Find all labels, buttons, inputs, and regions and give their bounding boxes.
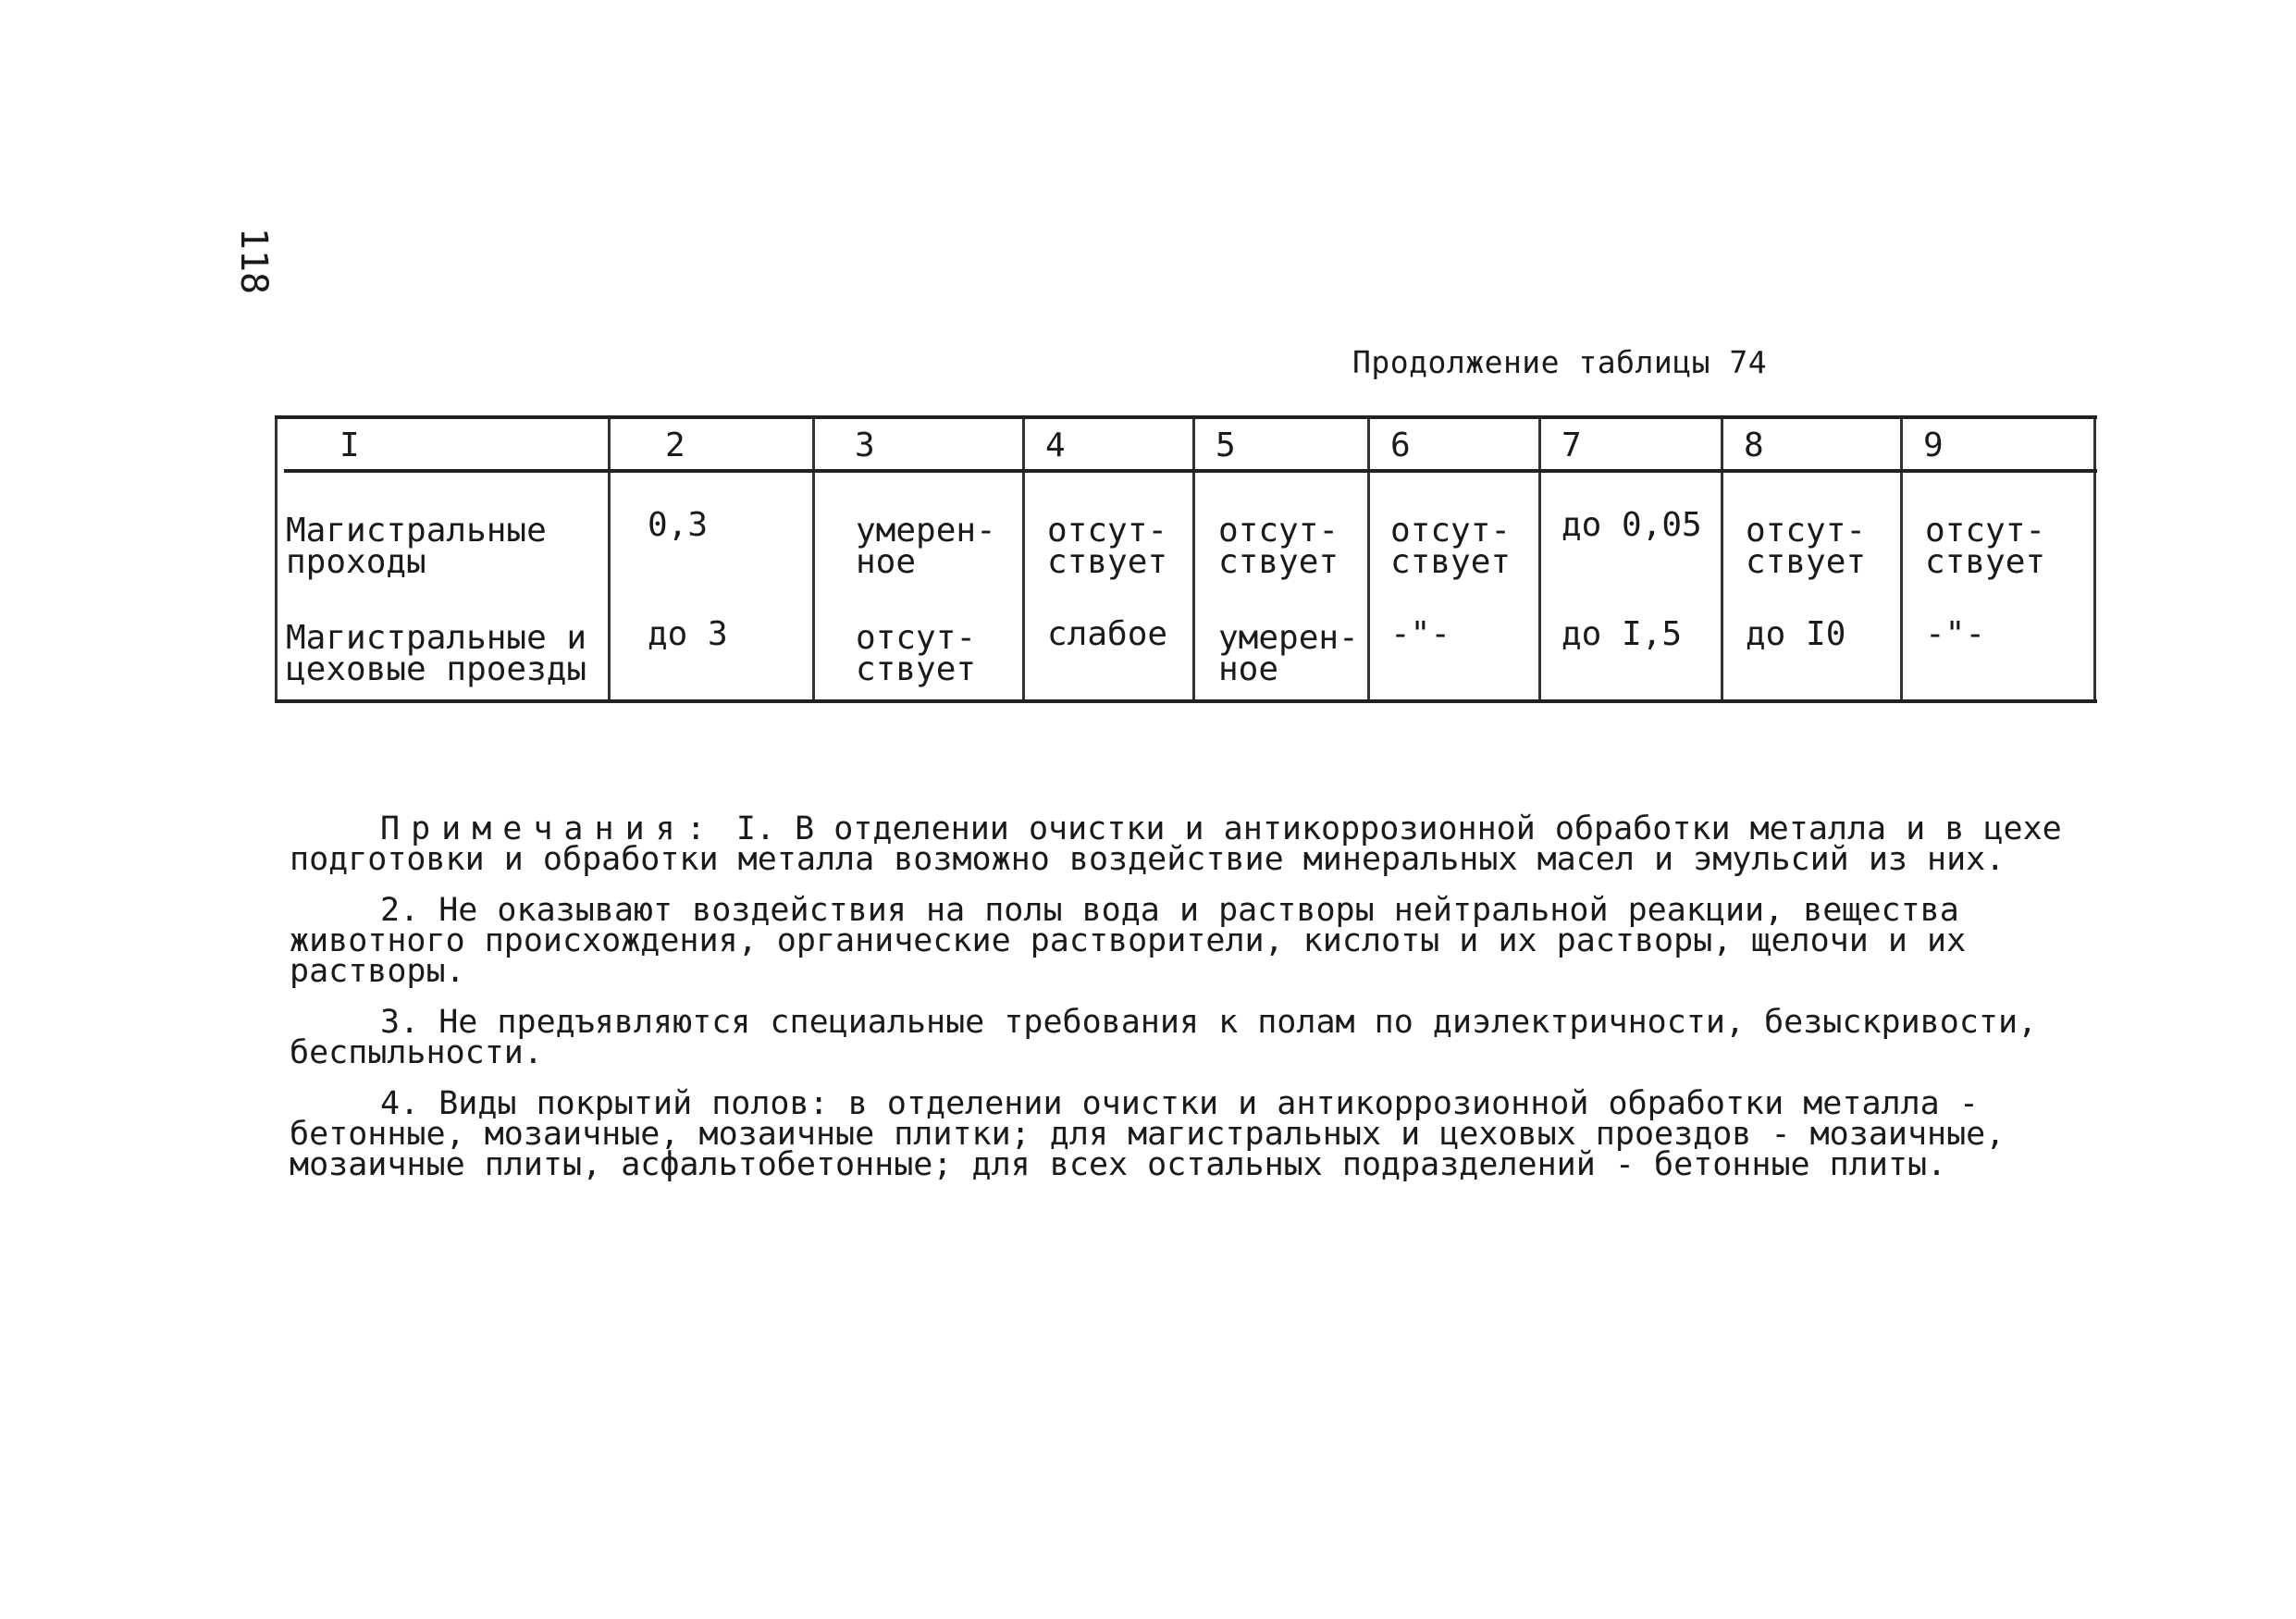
table-cell: до 0,05 [1562,506,1702,544]
table-cell: отсут- ствует [1047,512,1168,581]
header-cell: 9 [1923,426,1944,464]
note-item [290,810,2066,878]
header-cell: 4 [1045,426,1066,464]
table-cell: отсут- ствует [1925,512,2046,581]
table-cell: до I0 [1746,615,1846,653]
table-cell: 0,3 [648,506,709,544]
column-divider [1721,419,1723,699]
page-number: 118 [232,227,276,295]
table-cell: отсут- ствует [1746,512,1867,581]
header-cell: 8 [1744,426,1764,464]
note-text: I. В отделении очистки и антикоррозионной обработки металла и в цехе подготовки и обработки металла возможно воздействие минеральных масел и эмульсий из них. [290,810,2062,878]
header-separator [284,469,2097,473]
notes-section [290,810,2066,1201]
column-divider [1192,419,1195,699]
header-cell: 7 [1562,426,1582,464]
table-cell: -"- [1925,615,1986,653]
table-cell: до I,5 [1562,615,1683,653]
notes-heading: Примечания: [380,810,717,847]
note-item: 2. Не оказывают воздействия на полы вода и растворы нейтральной реакции, вещества животного происхождения, органические растворители, кислоты и их растворы, щелочи и их растворы. [290,892,1967,990]
table-cell: отсут- ствует [856,619,977,688]
column-divider [812,419,815,699]
column-divider [1900,419,1903,699]
column-divider [608,419,611,699]
column-divider [1022,419,1025,699]
table-cell: умерен- ное [856,512,996,581]
table-cell: слабое [1047,615,1168,653]
data-table [275,415,2097,703]
header-cell: 5 [1216,426,1236,464]
header-cell: 3 [855,426,875,464]
header-cell: 6 [1390,426,1411,464]
header-cell: I [339,426,360,464]
table-cell: Магистральные проходы [286,512,547,581]
header-cell: 2 [665,426,685,464]
note-item: 4. Виды покрытий полов: в отделении очистки и антикоррозионной обработки металла - бетонные, мозаичные, мозаичные плитки; для магистральных и цеховых проездов - мозаичные, мозаичные плиты, асфальтобетонные; для всех остальных подразделений - бетонные плиты. [290,1085,2006,1183]
table-cell: отсут- ствует [1390,512,1512,581]
table-cell: отсут- ствует [1218,512,1339,581]
table-border-left [275,419,278,699]
table-cell: умерен- ное [1218,619,1359,688]
table-caption: Продолжение таблицы 74 [1352,344,1768,380]
table-cell: -"- [1390,615,1451,653]
table-cell: до 3 [648,615,728,653]
column-divider [1538,419,1541,699]
column-divider [1367,419,1370,699]
table-border-right [2093,419,2096,699]
note-item: 3. Не предъявляются специальные требования к полам по диэлектричности, безыскривости, беспыльности. [290,1004,2038,1071]
table-cell: Магистральные и цеховые проезды [286,619,587,688]
